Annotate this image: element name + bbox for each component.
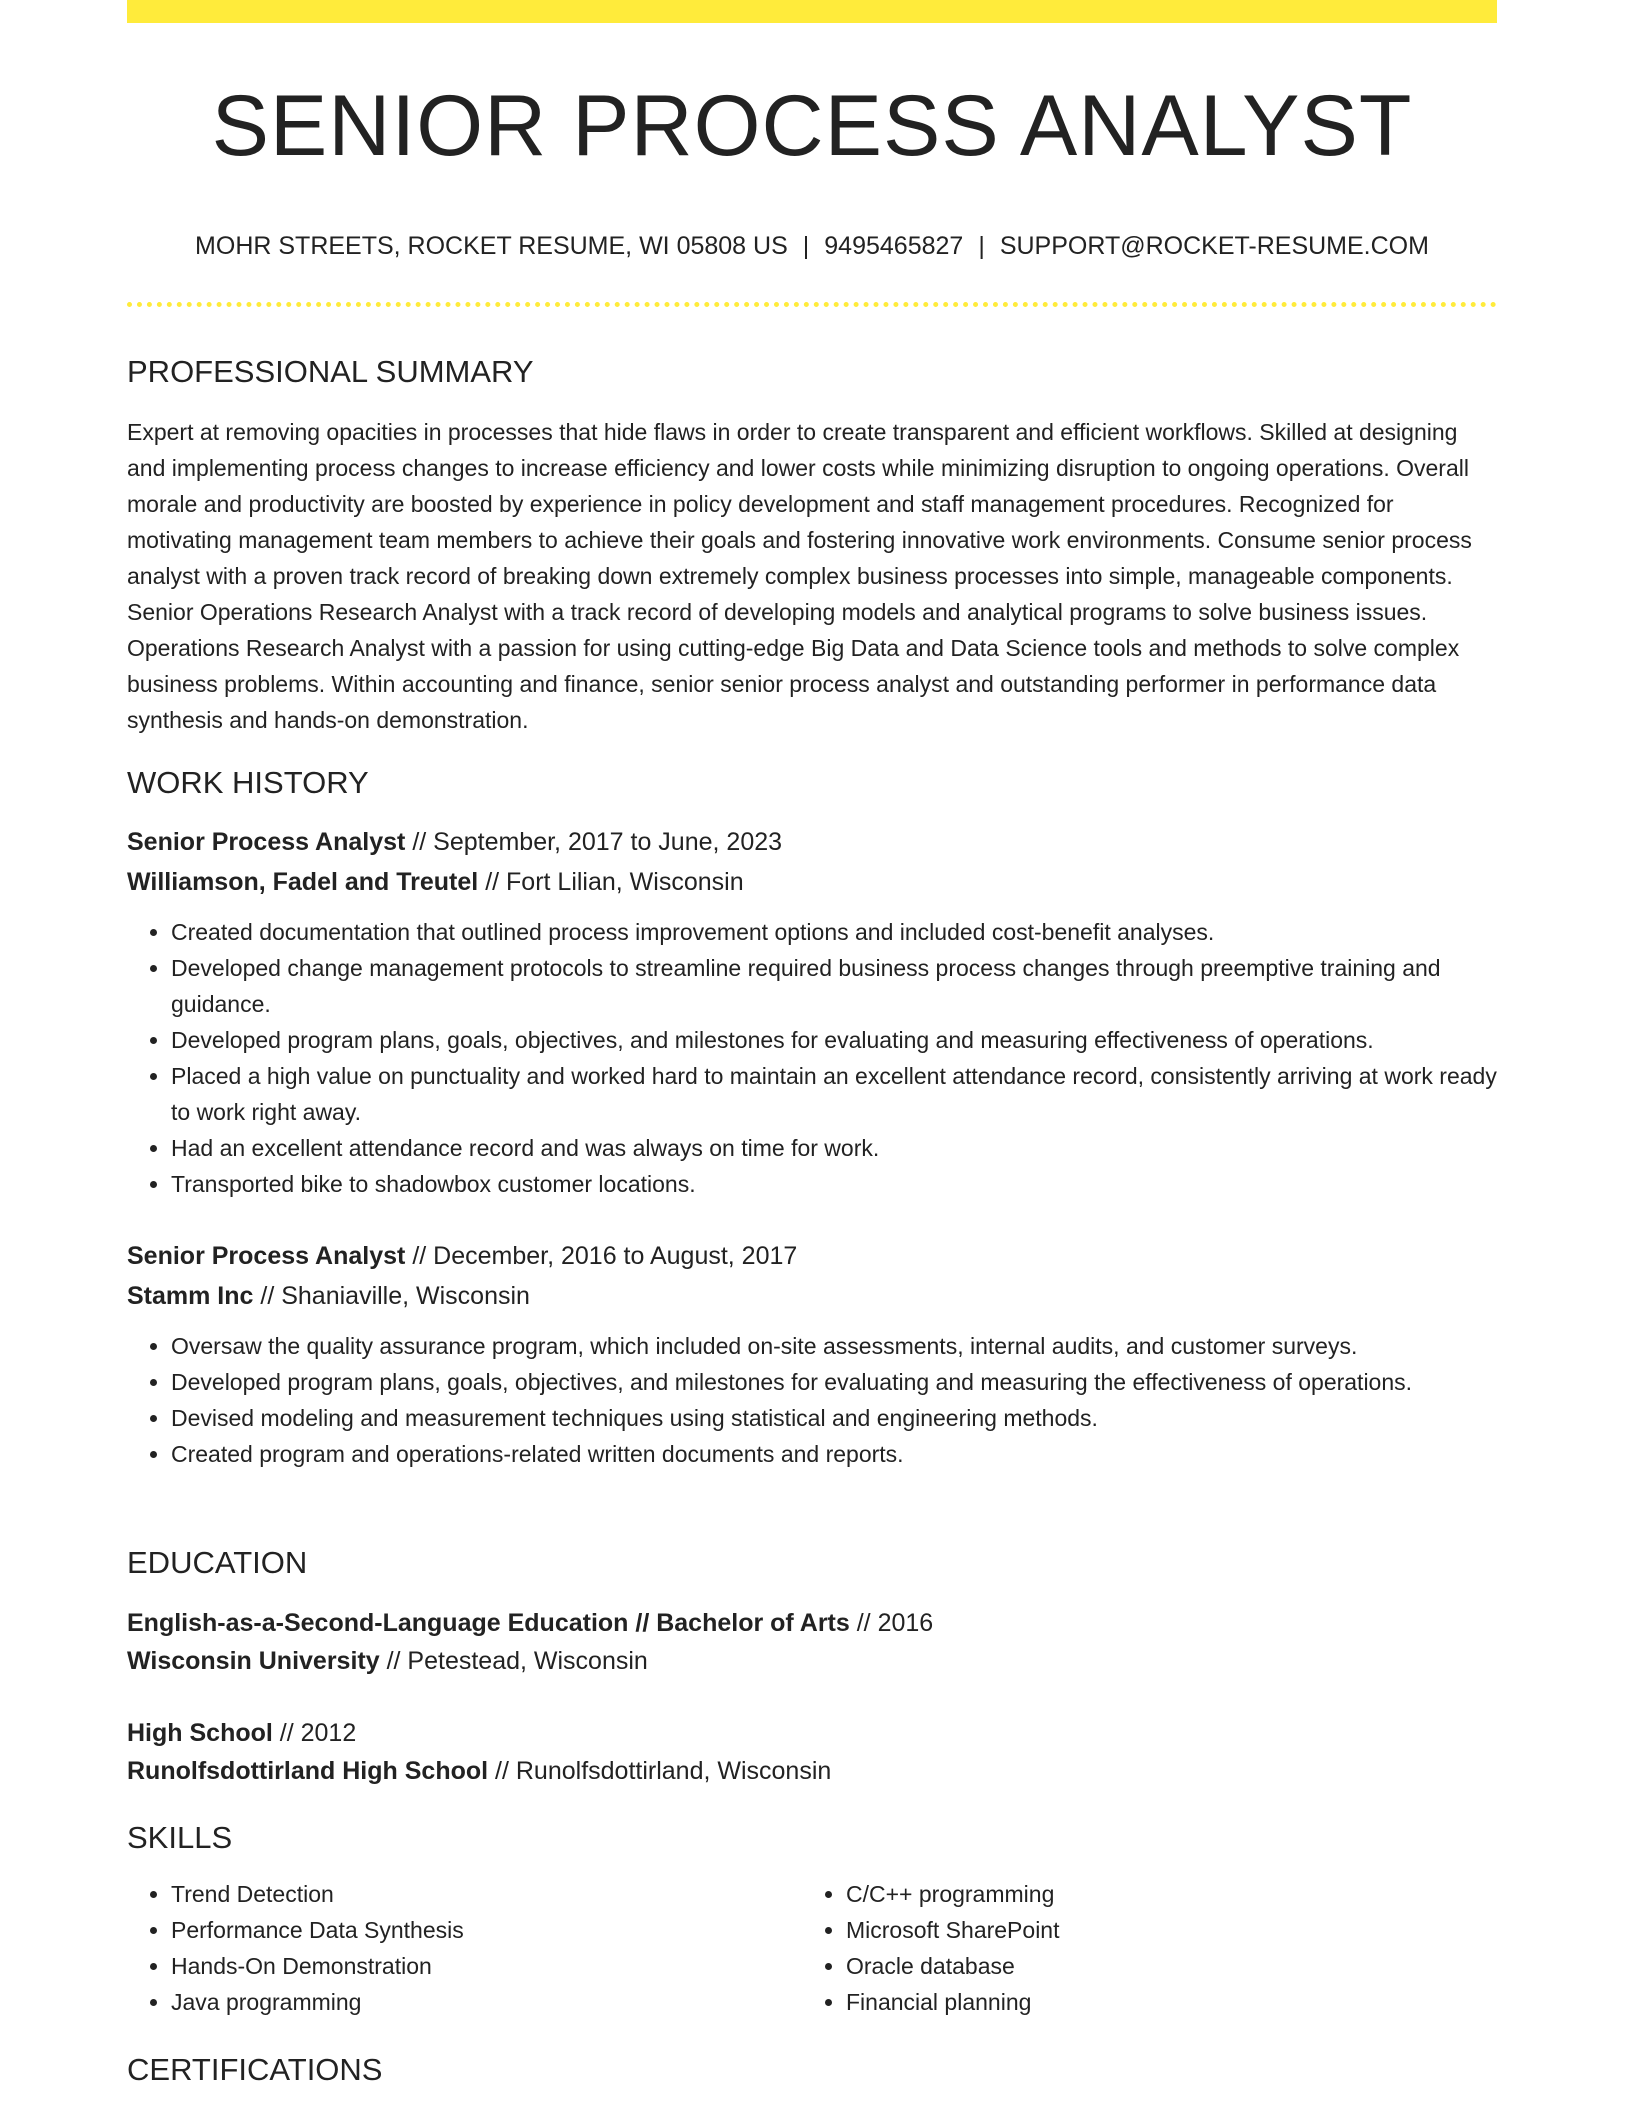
skills-list bbox=[802, 1876, 1477, 2020]
education-year: // 2012 bbox=[279, 1719, 357, 1747]
education-school: Wisconsin University bbox=[127, 1647, 380, 1675]
skills-column-right bbox=[802, 1876, 1477, 2020]
education-location: // Runolfsdottirland, Wisconsin bbox=[495, 1757, 832, 1785]
job-company: Williamson, Fadel and Treutel bbox=[127, 868, 479, 896]
skills-column-left bbox=[127, 1876, 802, 2020]
education-year: // 2016 bbox=[856, 1609, 934, 1637]
job-bullets bbox=[127, 1328, 1497, 1472]
education-location: // Petestead, Wisconsin bbox=[386, 1647, 648, 1675]
list-item: • Trend Detection bbox=[171, 1876, 802, 1912]
list-item: • Developed program plans, goals, objectives, and milestones for evaluating and measuring effectiveness of operations. bbox=[171, 1022, 1497, 1058]
list-item: • Created program and operations-related written documents and reports. bbox=[171, 1436, 1497, 1472]
education-degree: High School bbox=[127, 1719, 273, 1747]
list-item: • Performance Data Synthesis bbox=[171, 1912, 802, 1948]
job-entry bbox=[127, 822, 1497, 1202]
skills-grid bbox=[127, 1876, 1497, 2020]
certifications-heading: CERTIFICATIONS bbox=[127, 2052, 383, 2087]
list-item: • Oracle database bbox=[846, 1948, 1477, 1984]
list-item: • Developed change management protocols to streamline required business process changes through preemptive training and guidance. bbox=[171, 950, 1497, 1022]
list-item: • Java programming bbox=[171, 1984, 802, 2020]
skills-heading: SKILLS bbox=[127, 1820, 233, 1855]
job-location: // Shaniaville, Wisconsin bbox=[260, 1282, 530, 1310]
education-entry bbox=[127, 1603, 1497, 1681]
list-item: • Developed program plans, goals, objectives, and milestones for evaluating and measuring the effectiveness of operations. bbox=[171, 1364, 1497, 1400]
job-dates: // September, 2017 to June, 2023 bbox=[412, 828, 783, 856]
contact-phone: 9495465827 bbox=[824, 232, 964, 260]
contact-line bbox=[127, 234, 1497, 259]
contact-separator: | bbox=[978, 232, 985, 260]
education-degree-line bbox=[127, 1603, 1497, 1643]
list-item: • Transported bike to shadowbox customer locations. bbox=[171, 1166, 1497, 1202]
education-degree-line bbox=[127, 1713, 1497, 1753]
list-item: • Microsoft SharePoint bbox=[846, 1912, 1477, 1948]
list-item: • Financial planning bbox=[846, 1984, 1477, 2020]
work-history-heading: WORK HISTORY bbox=[127, 765, 369, 800]
job-dates: // December, 2016 to August, 2017 bbox=[412, 1242, 798, 1270]
job-bullets bbox=[127, 914, 1497, 1202]
list-item: • Hands-On Demonstration bbox=[171, 1948, 802, 1984]
resume-name: SENIOR PROCESS ANALYST bbox=[211, 78, 1413, 174]
job-role: Senior Process Analyst bbox=[127, 828, 406, 856]
list-item: • Oversaw the quality assurance program, which included on-site assessments, internal audits, and customer surveys. bbox=[171, 1328, 1497, 1364]
job-location: // Fort Lilian, Wisconsin bbox=[485, 868, 744, 896]
header-divider bbox=[127, 302, 1497, 307]
summary-heading: PROFESSIONAL SUMMARY bbox=[127, 354, 534, 389]
education-heading: EDUCATION bbox=[127, 1545, 308, 1580]
job-company-line bbox=[127, 1276, 1497, 1316]
job-title-line bbox=[127, 1236, 1497, 1276]
education-degree: English-as-a-Second-Language Education // Bachelor of Arts bbox=[127, 1609, 850, 1637]
list-item: • Placed a high value on punctuality and worked hard to maintain an excellent attendance record, consistently arriving at work ready to work right away. bbox=[171, 1058, 1497, 1130]
list-item: • Had an excellent attendance record and was always on time for work. bbox=[171, 1130, 1497, 1166]
skills-list bbox=[127, 1876, 802, 2020]
list-item: • C/C++ programming bbox=[846, 1876, 1477, 1912]
education-school-line bbox=[127, 1641, 1497, 1681]
list-item: • Created documentation that outlined process improvement options and included cost-benefit analyses. bbox=[171, 914, 1497, 950]
job-company-line bbox=[127, 862, 1497, 902]
job-role: Senior Process Analyst bbox=[127, 1242, 406, 1270]
summary-text: Expert at removing opacities in processes that hide flaws in order to create transparent and efficient workflows. Skilled at designing and implementing process changes to increase efficiency and lower costs while minimizing disruption to ongoing operations. Overall morale and productivity are boosted by experience in policy development and staff management procedures. Recognized for motivating management team members to achieve their goals and fostering innovative work environments. Consume senior process analyst with a proven track record of breaking down extremely complex business processes into simple, manageable components. Senior Operations Research Analyst with a track record of developing models and analytical programs to solve business issues. Operations Research Analyst with a passion for using cutting-edge Big Data and Data Science tools and methods to solve complex business problems. Within accounting and finance, senior senior process analyst and outstanding performer in performance data synthesis and hands-on demonstration. bbox=[127, 419, 1472, 733]
list-item: • Devised modeling and measurement techniques using statistical and engineering methods. bbox=[171, 1400, 1497, 1436]
education-entry bbox=[127, 1713, 1497, 1791]
job-company: Stamm Inc bbox=[127, 1282, 254, 1310]
contact-separator: | bbox=[802, 232, 810, 260]
job-entry bbox=[127, 1236, 1497, 1472]
education-school-line bbox=[127, 1751, 1497, 1791]
job-title-line bbox=[127, 822, 1497, 862]
education-school: Runolfsdottirland High School bbox=[127, 1757, 489, 1785]
contact-email: SUPPORT@ROCKET-RESUME.COM bbox=[999, 232, 1429, 260]
contact-address: MOHR STREETS, ROCKET RESUME, WI 05808 US bbox=[195, 232, 788, 260]
